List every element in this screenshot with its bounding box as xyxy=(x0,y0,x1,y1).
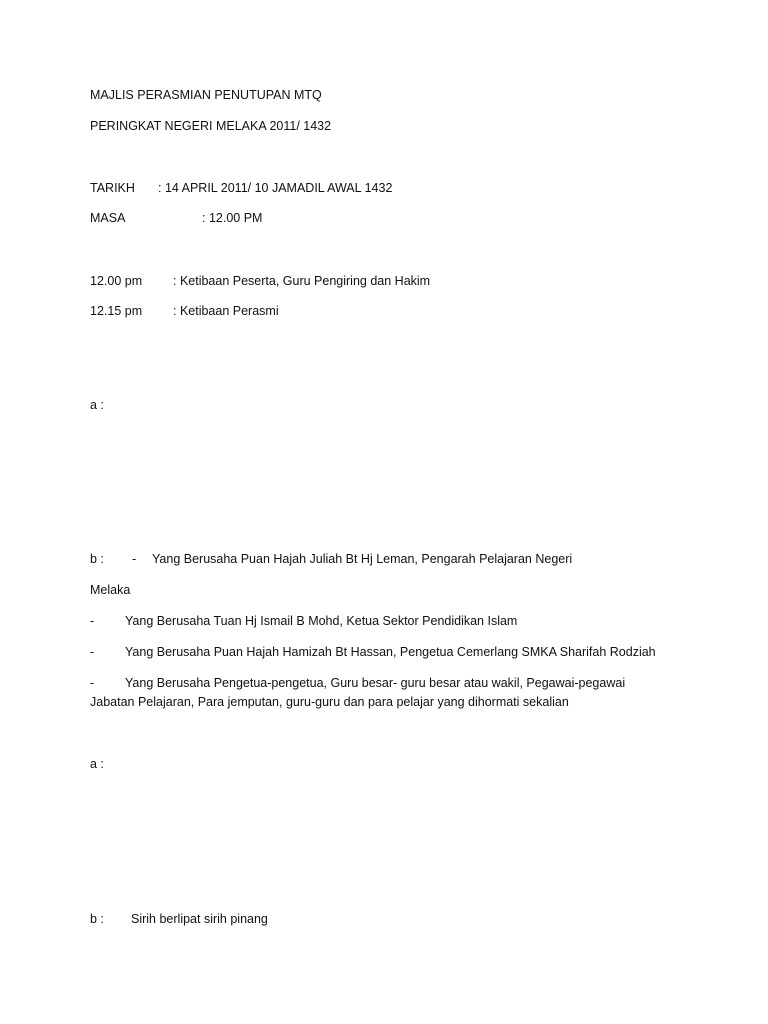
list-item-text: Yang Berusaha Tuan Hj Ismail B Mohd, Ketua Sektor Pendidikan Islam xyxy=(125,614,518,628)
masa-label: MASA xyxy=(90,211,126,225)
schedule-time: 12.15 pm xyxy=(90,304,143,318)
list-item-text: Yang Berusaha Pengetua-pengetua, Guru besar- guru besar atau wakil, Pegawai-pegawai xyxy=(125,676,626,690)
schedule-time: 12.00 pm xyxy=(90,274,143,288)
title-line-1: MAJLIS PERASMIAN PENUTUPAN MTQ xyxy=(90,88,322,102)
schedule-text: : Ketibaan Perasmi xyxy=(173,304,279,318)
list-item-text: Yang Berusaha Puan Hajah Juliah Bt Hj Leman, Pengarah Pelajaran Negeri xyxy=(152,552,573,566)
list-item-continuation: Melaka xyxy=(90,583,131,597)
title-line-2: PERINGKAT NEGERI MELAKA 2011/ 1432 xyxy=(90,119,332,133)
list-dash: - xyxy=(90,676,95,690)
list-item-text: Yang Berusaha Puan Hajah Hamizah Bt Hassan, Pengetua Cemerlang SMKA Sharifah Rodziah xyxy=(125,645,656,659)
pantun-line: Sirih berlipat sirih pinang xyxy=(131,912,268,926)
b-label: b : xyxy=(90,552,104,566)
list-dash: - xyxy=(132,552,137,566)
b-label: b : xyxy=(90,912,104,926)
a-label: a : xyxy=(90,757,104,771)
tarikh-value: : 14 APRIL 2011/ 10 JAMADIL AWAL 1432 xyxy=(158,181,393,195)
list-dash: - xyxy=(90,645,95,659)
masa-value: : 12.00 PM xyxy=(202,211,263,225)
tarikh-label: TARIKH xyxy=(90,181,135,195)
a-label: a : xyxy=(90,398,104,412)
schedule-text: : Ketibaan Peserta, Guru Pengiring dan Hakim xyxy=(173,274,431,288)
list-item-continuation: Jabatan Pelajaran, Para jemputan, guru-guru dan para pelajar yang dihormati sekalian xyxy=(90,695,569,709)
list-dash: - xyxy=(90,614,95,628)
